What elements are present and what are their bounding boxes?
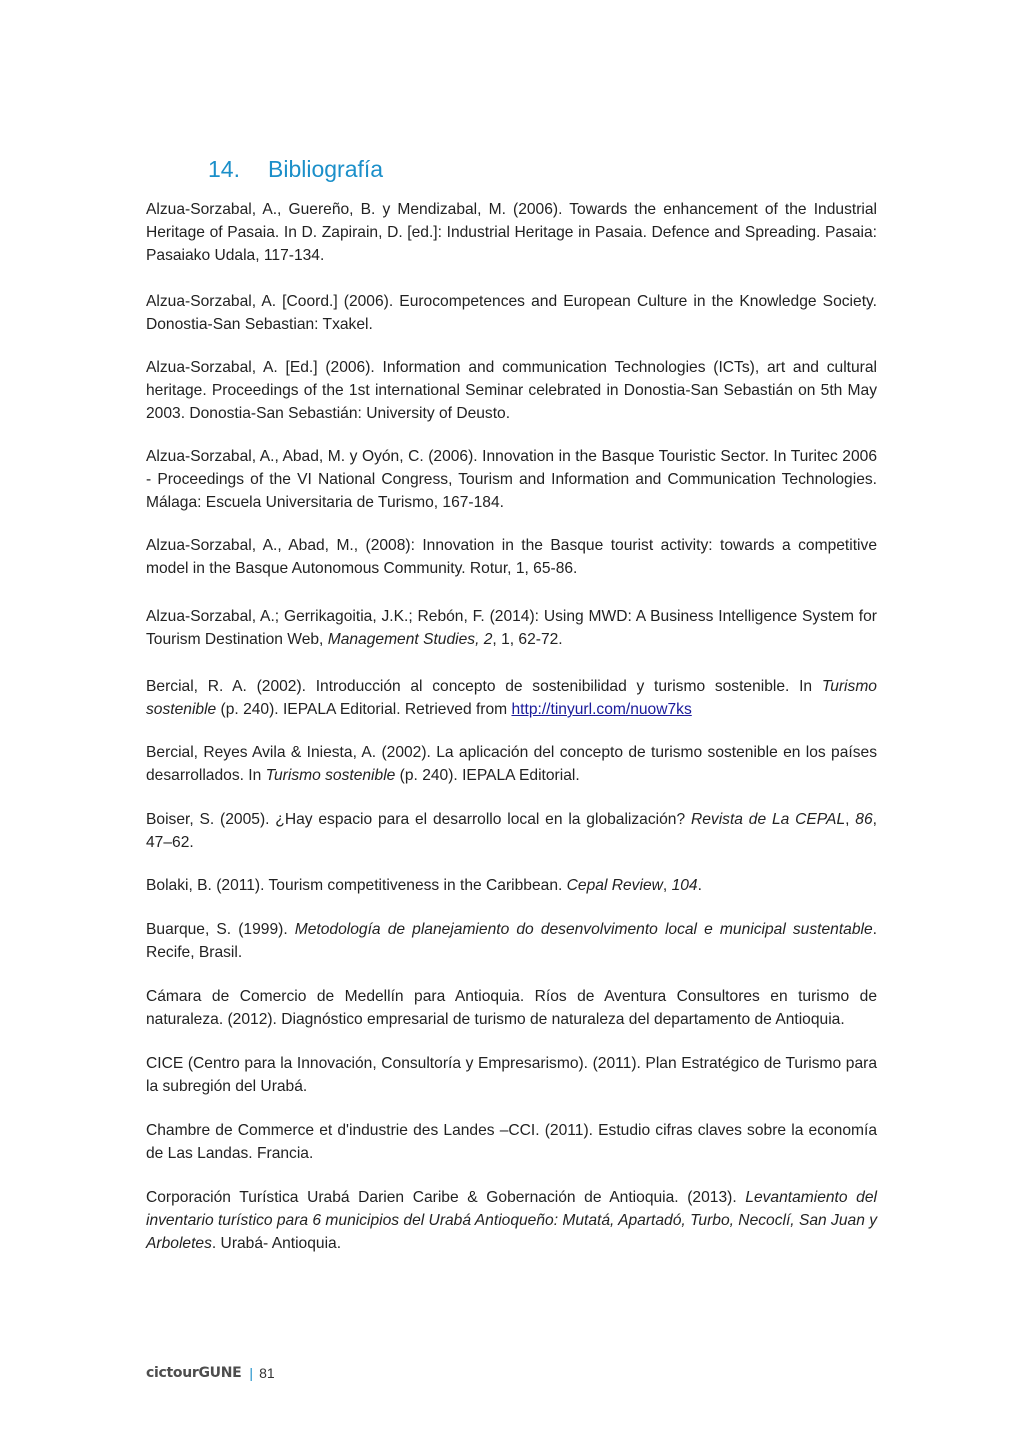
- reference-italic-text: Turismo sostenible: [146, 678, 877, 718]
- reference-entry: [146, 741, 877, 787]
- reference-entry: [146, 874, 877, 897]
- reference-italic-text: Management Studies, 2: [327, 631, 493, 648]
- reference-text: . Urabá- Antioquia.: [211, 1235, 342, 1252]
- reference-text: ,: [845, 811, 856, 828]
- reference-text: (p. 240). IEPALA Editorial.: [395, 767, 580, 784]
- reference-entry: [146, 198, 877, 267]
- reference-italic-text: Turismo sostenible: [265, 767, 396, 784]
- section-heading: [208, 156, 383, 183]
- reference-entry: [146, 356, 877, 425]
- reference-link[interactable]: http://tinyurl.com/nuow7ks: [511, 701, 692, 718]
- reference-text: , 1, 62-72.: [492, 631, 563, 648]
- reference-text: Alzua-Sorzabal, A.; Gerrikagoitia, J.K.; Rebón, F. (2014): Using MWD: A Business Intelligence System for Tourism Destination Web,: [146, 608, 877, 648]
- reference-entry: [146, 534, 877, 580]
- reference-text: Corporación Turística Urabá Darien Caribe & Gobernación de Antioquia. (2013).: [146, 1189, 746, 1206]
- reference-text: Bercial, Reyes Avila & Iniesta, A. (2002). La aplicación del concepto de turismo sostenible en los países desarrollados. In: [146, 744, 877, 784]
- reference-entry: [146, 808, 877, 854]
- reference-text: Bolaki, B. (2011). Tourism competitiveness in the Caribbean.: [146, 877, 567, 894]
- reference-text: .: [697, 877, 702, 894]
- reference-text: Alzua-Sorzabal, A., Abad, M. y Oyón, C. (2006). Innovation in the Basque Touristic Sector. In Turitec 2006 - Proceedings of the VI National Congress, Tourism and Information and Communication Technologies. Málaga: Escuela Universitaria de Turismo, 167-184.: [146, 448, 877, 511]
- reference-text: . Recife, Brasil.: [146, 921, 877, 961]
- reference-entry: [146, 290, 877, 336]
- reference-text: Alzua-Sorzabal, A., Guereño, B. y Mendizabal, M. (2006). Towards the enhancement of the Industrial Heritage of Pasaia. In D. Zapirain, D. [ed.]: Industrial Heritage in Pasaia. Defence and Spreading. Pasaia: Pasaiako Udala, 117-134.: [146, 201, 877, 264]
- reference-list: [146, 198, 877, 1255]
- reference-italic-text: 104: [671, 877, 698, 894]
- section-title: Bibliografía: [268, 156, 384, 182]
- reference-text: Boiser, S. (2005). ¿Hay espacio para el desarrollo local en la globalización?: [146, 811, 691, 828]
- reference-entry: [146, 1186, 877, 1255]
- reference-italic-text: 86: [855, 811, 873, 828]
- reference-text: Cámara de Comercio de Medellín para Antioquia. Ríos de Aventura Consultores en turismo de naturaleza. (2012). Diagnóstico empresarial de turismo de naturaleza del departamento de Antioquia.: [146, 988, 877, 1028]
- section-number: 14.: [208, 156, 240, 182]
- cictourgune-logo: cictourGUNE: [146, 1365, 242, 1381]
- reference-text: , 47–62.: [146, 811, 877, 851]
- reference-italic-text: Levantamiento del inventario turístico para 6 municipios del Urabá Antioqueño: Mutatá, Apartadó, Turbo, Necoclí, San Juan y Arboletes: [146, 1189, 877, 1252]
- reference-text: Alzua-Sorzabal, A. [Coord.] (2006). Eurocompetences and European Culture in the Knowledge Society. Donostia-San Sebastian: Txakel.: [146, 293, 877, 333]
- reference-text: Chambre de Commerce et d'industrie des Landes –CCI. (2011). Estudio cifras claves sobre la economía de Las Landas. Francia.: [146, 1122, 877, 1162]
- reference-entry: [146, 985, 877, 1031]
- reference-italic-text: Metodología de planejamiento do desenvolvimento local e municipal sustentable: [294, 921, 873, 938]
- reference-text: Alzua-Sorzabal, A., Abad, M., (2008): Innovation in the Basque tourist activity: towards a competitive model in the Basque Autonomous Community. Rotur, 1, 65-86.: [146, 537, 877, 577]
- page-number: 81: [259, 1365, 275, 1381]
- reference-text: Buarque, S. (1999).: [146, 921, 295, 938]
- reference-text: (p. 240). IEPALA Editorial. Retrieved from: [216, 701, 512, 718]
- reference-text: ,: [662, 877, 672, 894]
- reference-entry: [146, 918, 877, 964]
- reference-entry: [146, 675, 877, 721]
- reference-entry: [146, 605, 877, 651]
- reference-entry: [146, 1119, 877, 1165]
- reference-text: Alzua-Sorzabal, A. [Ed.] (2006). Information and communication Technologies (ICTs), art and cultural heritage. Proceedings of the 1st international Seminar celebrated in Donostia-San Sebastián on 5th May 2003. Donostia-San Sebastián: University of Deusto.: [146, 359, 877, 422]
- footer-separator: |: [249, 1365, 254, 1381]
- page-footer: [146, 1362, 275, 1384]
- reference-italic-text: Revista de La CEPAL: [690, 811, 846, 828]
- reference-text: Bercial, R. A. (2002). Introducción al concepto de sostenibilidad y turismo sostenible. In: [146, 678, 822, 695]
- reference-entry: [146, 1052, 877, 1098]
- reference-text: CICE (Centro para la Innovación, Consultoría y Empresarismo). (2011). Plan Estratégico de Turismo para la subregión del Urabá.: [146, 1055, 877, 1095]
- reference-entry: [146, 445, 877, 514]
- reference-italic-text: Cepal Review: [566, 877, 663, 894]
